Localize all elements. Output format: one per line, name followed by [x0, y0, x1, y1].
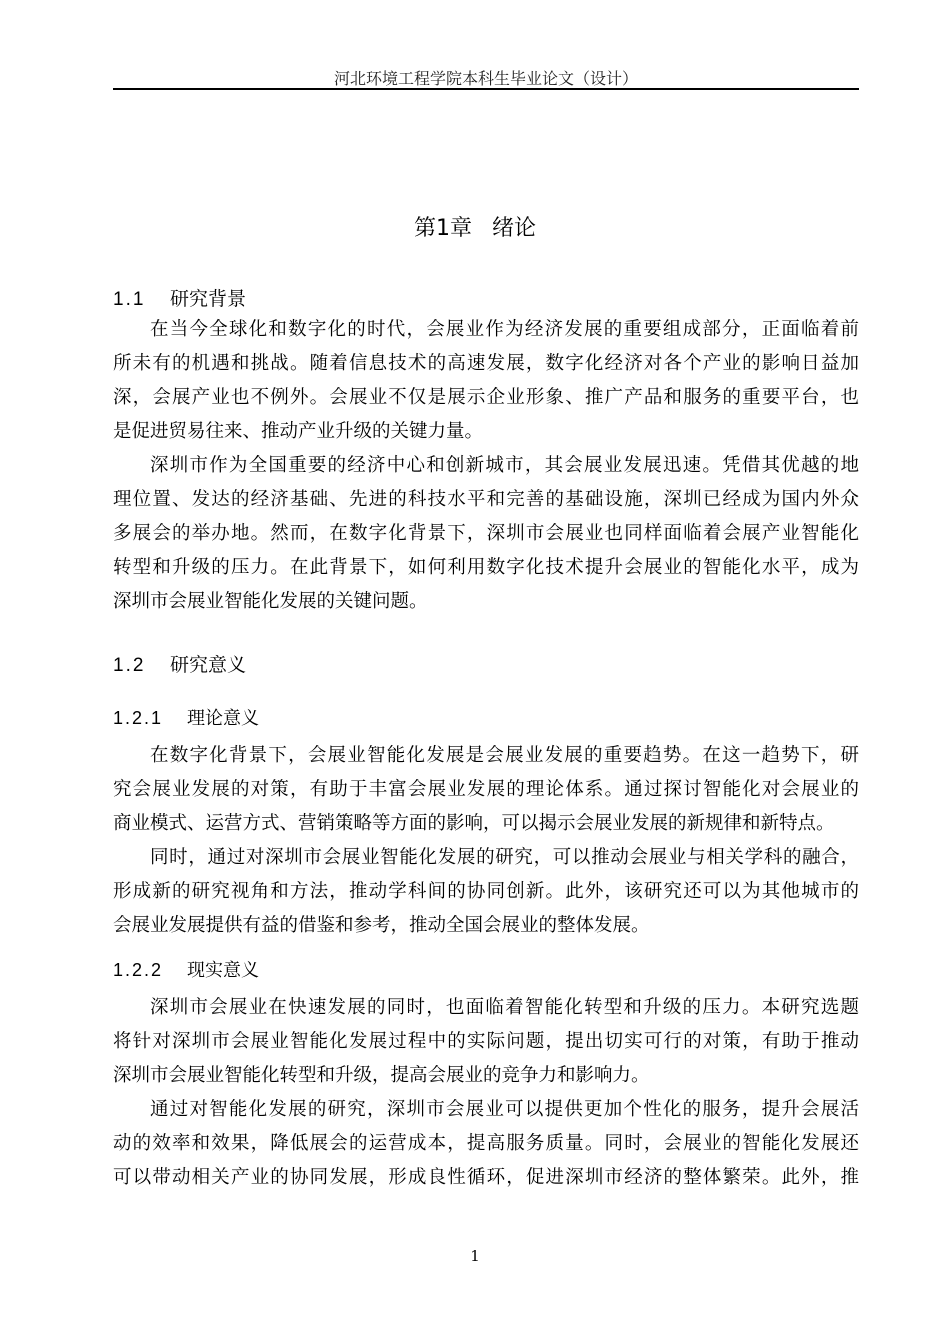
section-heading-1-2: [113, 650, 246, 677]
section-heading-1-2-1: [113, 704, 259, 730]
running-header: 河北环境工程学院本科生毕业论文（设计）: [333, 69, 638, 88]
text-line: 深圳市会展业智能化转型和升级，提高会展业的竞争力和影响力。: [113, 1065, 650, 1086]
section-heading-1-1: [113, 284, 246, 311]
paragraph: [113, 1093, 859, 1195]
text-line: 转型和升级的压力。在此背景下，如何利用数字化技术提升会展业的智能化水平，成为: [113, 557, 859, 578]
text-line: 理位置、发达的经济基础、先进的科技水平和完善的基础设施，深圳已经成为国内外众: [113, 489, 859, 510]
text-line: 在当今全球化和数字化的时代，会展业作为经济发展的重要组成部分，正面临着前: [150, 319, 859, 340]
section-title: 现实意义: [187, 960, 259, 981]
section-number: 1.2: [113, 655, 146, 676]
text-line: 动的效率和效果，降低展会的运营成本，提高服务质量。同时，会展业的智能化发展还: [113, 1133, 859, 1154]
header-rule: [113, 88, 859, 90]
text-line: 形成新的研究视角和方法，推动学科间的协同创新。此外，该研究还可以为其他城市的: [113, 881, 859, 902]
text-line: 是促进贸易往来、推动产业升级的关键力量。: [113, 421, 484, 442]
text-line: 深圳市作为全国重要的经济中心和创新城市，其会展业发展迅速。凭借其优越的地: [150, 455, 859, 476]
text-line: 会展业发展提供有益的借鉴和参考，推动全国会展业的整体发展。: [113, 915, 650, 936]
text-line: 同时，通过对深圳市会展业智能化发展的研究，可以推动会展业与相关学科的融合，: [150, 847, 859, 868]
text-line: 通过对智能化发展的研究，深圳市会展业可以提供更加个性化的服务，提升会展活: [150, 1099, 859, 1120]
section-title: 研究意义: [170, 654, 247, 676]
section-heading-1-2-2: [113, 956, 259, 982]
paragraph: [113, 739, 859, 841]
text-line: 在数字化背景下，会展业智能化发展是会展业发展的重要趋势。在这一趋势下，研: [150, 745, 859, 766]
section-title: 理论意义: [187, 708, 259, 729]
text-line: 所未有的机遇和挑战。随着信息技术的高速发展，数字化经济对各个产业的影响日益加: [113, 353, 859, 374]
paragraph: [113, 841, 859, 943]
section-number: 1.1: [113, 289, 146, 310]
text-line: 商业模式、运营方式、营销策略等方面的影响，可以揭示会展业发展的新规律和新特点。: [113, 813, 835, 834]
text-line: 将针对深圳市会展业智能化发展过程中的实际问题，提出切实可行的对策，有助于推动: [113, 1031, 859, 1052]
chapter-number: 第1章: [413, 216, 472, 241]
chapter-name: 绪论: [491, 216, 536, 241]
text-line: 可以带动相关产业的协同发展，形成良性循环，促进深圳市经济的整体繁荣。此外，推: [113, 1167, 859, 1188]
section-title: 研究背景: [170, 288, 247, 310]
section-number: 1.2.2: [113, 960, 164, 980]
text-line: 究会展业发展的对策，有助于丰富会展业发展的理论体系。通过探讨智能化对会展业的: [113, 779, 859, 800]
chapter-title: [0, 211, 950, 242]
text-line: 深，会展产业也不例外。会展业不仅是展示企业形象、推广产品和服务的重要平台，也: [113, 387, 859, 408]
text-line: 多展会的举办地。然而，在数字化背景下，深圳市会展业也同样面临着会展产业智能化: [113, 523, 859, 544]
section-number: 1.2.1: [113, 708, 164, 728]
paragraph: [113, 991, 859, 1093]
paragraph: [113, 449, 859, 619]
paragraph: [113, 313, 859, 449]
text-line: 深圳市会展业在快速发展的同时，也面临着智能化转型和升级的压力。本研究选题: [150, 997, 859, 1018]
text-line: 深圳市会展业智能化发展的关键问题。: [113, 591, 428, 612]
page-number: 1: [470, 1247, 480, 1265]
